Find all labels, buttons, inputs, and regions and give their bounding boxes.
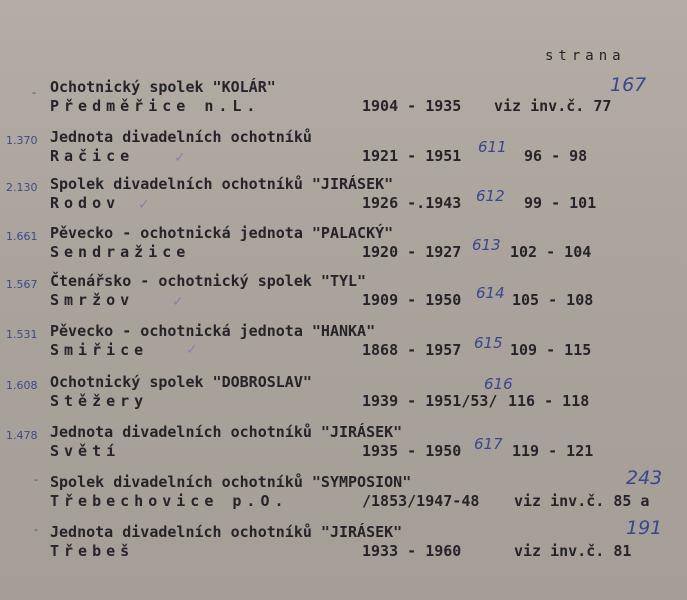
entry-title: Čtenářsko - ochotnický spolek "TYL" bbox=[50, 272, 367, 290]
margin-note: 1.661 bbox=[6, 230, 38, 243]
entry-title: Ochotnický spolek "DOBROSLAV" bbox=[50, 373, 312, 391]
entry-place: Třebeš bbox=[50, 542, 135, 560]
entry-years: /1853/1947-48 bbox=[362, 492, 480, 510]
list-item bbox=[0, 175, 687, 225]
entry-pages: 105 - 108 bbox=[512, 291, 594, 309]
handwritten-number: 191 bbox=[626, 517, 663, 539]
entry-years: 1920 - 1927 bbox=[362, 243, 462, 261]
handwritten-number: 612 bbox=[476, 187, 505, 205]
margin-note: 1.478 bbox=[6, 429, 38, 442]
entry-years: 1921 - 1951 bbox=[362, 147, 462, 165]
entry-pages: viz inv.č. 85 a bbox=[514, 492, 650, 510]
entry-pages: 99 - 101 bbox=[524, 194, 597, 212]
entry-pages: 119 - 121 bbox=[512, 442, 594, 460]
entry-title: Jednota divadelních ochotníků "JIRÁSEK" bbox=[50, 523, 403, 541]
entry-place: Sendražice bbox=[50, 243, 191, 261]
margin-note: - bbox=[34, 523, 38, 536]
entry-title: Jednota divadelních ochotníků bbox=[50, 128, 312, 146]
entry-title: Pěvecko - ochotnická jednota "HANKA" bbox=[50, 322, 376, 340]
margin-note: 2.130 bbox=[6, 181, 38, 194]
entry-title: Jednota divadelních ochotníků "JIRÁSEK" bbox=[50, 423, 403, 441]
checkmark-icon: ✓ bbox=[174, 150, 186, 166]
handwritten-number: 617 bbox=[474, 435, 503, 453]
list-item bbox=[0, 272, 687, 322]
entry-years: 1868 - 1957 bbox=[362, 341, 462, 359]
entry-title: Pěvecko - ochotnická jednota "PALACKÝ" bbox=[50, 224, 394, 242]
entry-place: Třebechovice p.O. bbox=[50, 492, 289, 510]
entry-years: 1939 - 1951/53/ bbox=[362, 392, 498, 410]
margin-note: - bbox=[32, 86, 36, 99]
list-item bbox=[0, 373, 687, 423]
entry-pages: viz inv.č. 77 bbox=[494, 97, 612, 115]
entry-title: Spolek divadelních ochotníků "SYMPOSION" bbox=[50, 473, 412, 491]
list-item bbox=[0, 322, 687, 372]
list-item bbox=[0, 74, 687, 128]
margin-note: 1.531 bbox=[6, 328, 38, 341]
list-item bbox=[0, 467, 687, 523]
list-item bbox=[0, 517, 687, 573]
list-item bbox=[0, 128, 687, 178]
entry-years: 1909 - 1950 bbox=[362, 291, 462, 309]
handwritten-number: 616 bbox=[484, 375, 513, 393]
entry-years: 1904 - 1935 bbox=[362, 97, 462, 115]
entry-pages: 116 - 118 bbox=[508, 392, 590, 410]
checkmark-icon: ✓ bbox=[138, 197, 150, 213]
handwritten-number: 613 bbox=[472, 236, 501, 254]
entry-place: Smiřice bbox=[50, 341, 149, 359]
page-column-header: strana bbox=[545, 48, 626, 64]
entry-pages: 109 - 115 bbox=[510, 341, 592, 359]
margin-note: - bbox=[34, 473, 38, 486]
handwritten-number: 614 bbox=[476, 284, 505, 302]
margin-note: 1.608 bbox=[6, 379, 38, 392]
entry-pages: 96 - 98 bbox=[524, 147, 588, 165]
entry-years: 1926 -.1943 bbox=[362, 194, 462, 212]
entry-years: 1933 - 1960 bbox=[362, 542, 462, 560]
entry-pages: viz inv.č. 81 bbox=[514, 542, 632, 560]
entry-pages: 102 - 104 bbox=[510, 243, 592, 261]
checkmark-icon: ✓ bbox=[172, 294, 184, 310]
handwritten-number: 611 bbox=[478, 138, 507, 156]
handwritten-number: 167 bbox=[610, 74, 647, 96]
margin-note: 1.370 bbox=[6, 134, 38, 147]
entry-place: Rodov bbox=[50, 194, 121, 212]
entry-place: Světí bbox=[50, 442, 121, 460]
margin-note: 1.567 bbox=[6, 278, 38, 291]
checkmark-icon: ✓ bbox=[186, 342, 198, 358]
list-item bbox=[0, 423, 687, 473]
handwritten-number: 243 bbox=[626, 467, 663, 489]
list-item bbox=[0, 224, 687, 274]
entry-place: Stěžery bbox=[50, 392, 149, 410]
handwritten-number: 615 bbox=[474, 334, 503, 352]
entry-place: Předměřice n.L. bbox=[50, 97, 261, 115]
entry-place: Smržov bbox=[50, 291, 135, 309]
entry-title: Ochotnický spolek "KOLÁR" bbox=[50, 78, 276, 96]
entry-years: 1935 - 1950 bbox=[362, 442, 462, 460]
entry-title: Spolek divadelních ochotníků "JIRÁSEK" bbox=[50, 175, 394, 193]
entry-place: Račice bbox=[50, 147, 135, 165]
